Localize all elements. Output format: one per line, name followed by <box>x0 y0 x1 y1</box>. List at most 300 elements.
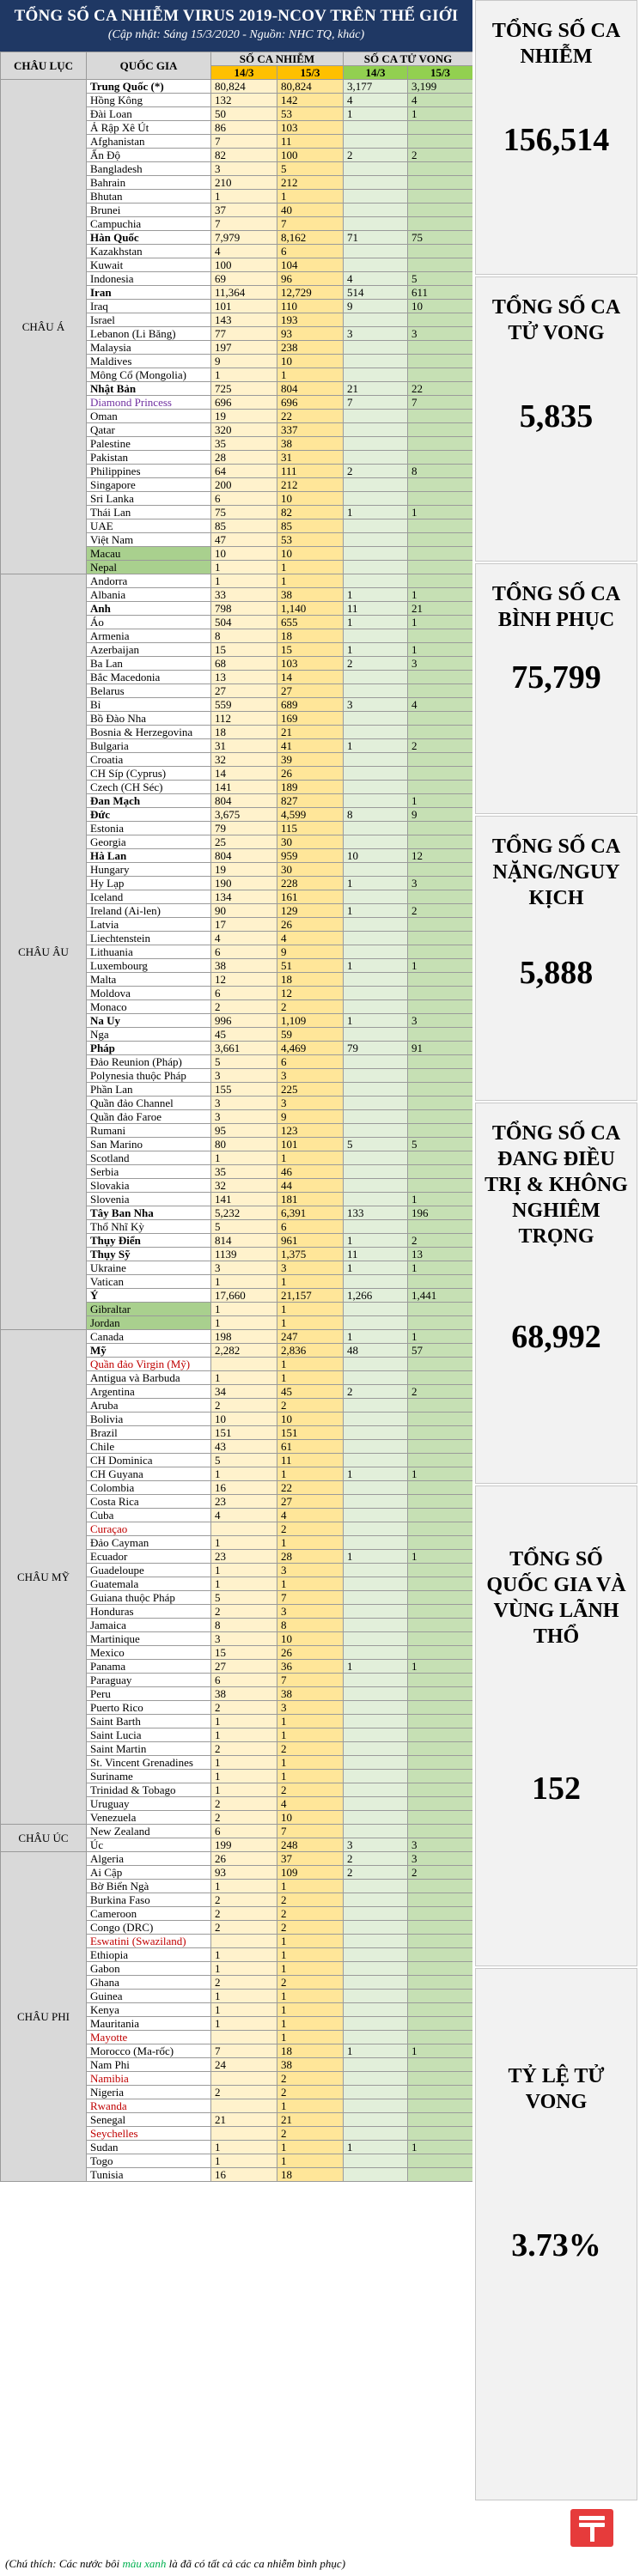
deaths-date-1 <box>344 973 408 987</box>
deaths-date-1 <box>344 1921 408 1935</box>
cases-date-2: 2 <box>277 2072 344 2086</box>
deaths-date-2 <box>408 2058 473 2072</box>
cases-date-2: 1 <box>277 1948 344 1962</box>
deaths-date-1 <box>344 2168 408 2182</box>
cases-date-1: 1 <box>211 1948 277 1962</box>
deaths-date-2 <box>408 574 473 588</box>
deaths-date-1 <box>344 1522 408 1536</box>
cases-date-1: 210 <box>211 176 277 190</box>
page-title: TỔNG SỐ CA NHIỄM VIRUS 2019-NCOV TRÊN THẾ GIỚI <box>14 7 459 25</box>
cases-date-1: 34 <box>211 1385 277 1399</box>
cases-date-2: 4,599 <box>277 808 344 822</box>
deaths-date-1 <box>344 1097 408 1110</box>
cases-date-1 <box>211 2099 277 2113</box>
cases-date-1: 1 <box>211 2017 277 2031</box>
country-name: Czech (CH Séc) <box>87 781 211 794</box>
cases-date-2: 12,729 <box>277 286 344 300</box>
country-name: Togo <box>87 2154 211 2168</box>
country-name: Úc <box>87 1838 211 1852</box>
stat-label: TỔNG SỐ CA NHIỄM <box>491 20 621 68</box>
cases-date-2: 3 <box>277 1261 344 1275</box>
country-name: Quần đảo Virgin (Mỹ) <box>87 1358 211 1371</box>
deaths-date-2: 3 <box>408 1852 473 1866</box>
country-name: Moldova <box>87 987 211 1000</box>
stat-card <box>475 276 637 562</box>
deaths-date-1 <box>344 671 408 684</box>
deaths-date-2 <box>408 1605 473 1619</box>
country-name: Jordan <box>87 1316 211 1330</box>
deaths-date-2 <box>408 258 473 272</box>
cases-date-1: 35 <box>211 437 277 451</box>
cases-date-2: 100 <box>277 149 344 162</box>
deaths-date-1 <box>344 1413 408 1426</box>
cases-date-1: 6 <box>211 492 277 506</box>
cases-date-2: 959 <box>277 849 344 863</box>
cases-date-2: 1 <box>277 1880 344 1893</box>
deaths-date-1 <box>344 1440 408 1454</box>
cases-date-2: 2 <box>277 1921 344 1935</box>
cases-date-2: 2 <box>277 1976 344 1990</box>
cases-date-2: 1 <box>277 2017 344 2031</box>
country-name: Bhutan <box>87 190 211 204</box>
deaths-date-1: 7 <box>344 396 408 410</box>
stat-label: TỔNG SỐ CA BÌNH PHỤC <box>491 583 621 631</box>
cases-date-1: 47 <box>211 533 277 547</box>
table-row <box>1 1852 473 1866</box>
deaths-date-1 <box>344 890 408 904</box>
cases-date-2: 4 <box>277 1509 344 1522</box>
deaths-date-1 <box>344 822 408 835</box>
country-name: Mayotte <box>87 2031 211 2044</box>
deaths-date-2 <box>408 2017 473 2031</box>
cases-date-1: 19 <box>211 863 277 877</box>
deaths-date-1: 1 <box>344 1261 408 1275</box>
continent-cell: CHÂU ÚC <box>1 1825 87 1852</box>
cases-date-1 <box>211 1358 277 1371</box>
cases-date-1: 1 <box>211 574 277 588</box>
deaths-date-2 <box>408 355 473 368</box>
deaths-date-1: 11 <box>344 1248 408 1261</box>
deaths-date-2 <box>408 1646 473 1660</box>
country-name: Morocco (Ma-rốc) <box>87 2044 211 2058</box>
cases-date-2: 14 <box>277 671 344 684</box>
deaths-date-1 <box>344 2154 408 2168</box>
deaths-date-2: 2 <box>408 149 473 162</box>
country-name: Việt Nam <box>87 533 211 547</box>
deaths-date-1 <box>344 1426 408 1440</box>
cases-date-2: 9 <box>277 945 344 959</box>
deaths-date-2 <box>408 1124 473 1138</box>
deaths-date-1 <box>344 355 408 368</box>
cases-date-1 <box>211 2031 277 2044</box>
cases-date-1: 86 <box>211 121 277 135</box>
deaths-date-2 <box>408 1536 473 1550</box>
cases-date-2: 129 <box>277 904 344 918</box>
deaths-date-2 <box>408 1110 473 1124</box>
cases-date-2: 2 <box>277 1399 344 1413</box>
cases-date-2: 21 <box>277 726 344 739</box>
country-name: Nam Phi <box>87 2058 211 2072</box>
cases-date-1: 17,660 <box>211 1289 277 1303</box>
cases-date-1: 7 <box>211 135 277 149</box>
country-name: Saint Barth <box>87 1715 211 1728</box>
deaths-date-1 <box>344 1687 408 1701</box>
deaths-date-1: 8 <box>344 808 408 822</box>
cases-date-1: 2 <box>211 1000 277 1014</box>
cases-date-1: 80 <box>211 1138 277 1151</box>
deaths-date-2: 57 <box>408 1344 473 1358</box>
deaths-date-2 <box>408 451 473 465</box>
deaths-date-1: 9 <box>344 300 408 313</box>
cases-date-1: 45 <box>211 1028 277 1042</box>
country-name: Gabon <box>87 1962 211 1976</box>
cases-date-1: 26 <box>211 1852 277 1866</box>
cases-date-1: 5 <box>211 1055 277 1069</box>
deaths-date-2 <box>408 2086 473 2099</box>
cases-date-2: 101 <box>277 1138 344 1151</box>
cases-date-2: 96 <box>277 272 344 286</box>
stat-card <box>475 0 637 275</box>
country-name: Sudan <box>87 2141 211 2154</box>
cases-date-1: 996 <box>211 1014 277 1028</box>
deaths-date-2 <box>408 1151 473 1165</box>
country-name: Ai Cập <box>87 1866 211 1880</box>
cases-date-1: 100 <box>211 258 277 272</box>
cases-date-1: 15 <box>211 643 277 657</box>
deaths-date-1 <box>344 629 408 643</box>
deaths-date-2 <box>408 835 473 849</box>
deaths-date-1 <box>344 1577 408 1591</box>
country-name: Burkina Faso <box>87 1893 211 1907</box>
cases-date-2: 5 <box>277 162 344 176</box>
country-name: Bangladesh <box>87 162 211 176</box>
header-deaths-date-1: 14/3 <box>344 66 408 80</box>
country-name: Vatican <box>87 1275 211 1289</box>
cases-date-2: 30 <box>277 835 344 849</box>
deaths-date-2 <box>408 1674 473 1687</box>
cases-date-2: 8 <box>277 1619 344 1632</box>
deaths-date-1 <box>344 561 408 574</box>
deaths-date-2 <box>408 753 473 767</box>
stat-label: TỔNG SỐ CA NẶNG/NGUY KỊCH <box>491 835 621 909</box>
deaths-date-2 <box>408 2127 473 2141</box>
deaths-date-2 <box>408 423 473 437</box>
deaths-date-1: 1 <box>344 107 408 121</box>
deaths-date-1 <box>344 574 408 588</box>
deaths-date-1 <box>344 533 408 547</box>
header-deaths: SỐ CA TỬ VONG <box>344 52 473 66</box>
deaths-date-1 <box>344 410 408 423</box>
country-name: Phần Lan <box>87 1083 211 1097</box>
cases-date-2: 161 <box>277 890 344 904</box>
cases-date-2: 1,109 <box>277 1014 344 1028</box>
deaths-date-1: 133 <box>344 1206 408 1220</box>
cases-date-1: 32 <box>211 1179 277 1193</box>
deaths-date-1 <box>344 1674 408 1687</box>
stat-label: TỔNG SỐ CA ĐANG ĐIỀU TRỊ & KHÔNG NGHIÊM TRỌNG <box>485 1122 628 1248</box>
deaths-date-1 <box>344 1825 408 1838</box>
cases-date-2: 27 <box>277 684 344 698</box>
cases-date-2: 248 <box>277 1838 344 1852</box>
country-name: Venezuela <box>87 1811 211 1825</box>
cases-date-1: 3 <box>211 1097 277 1110</box>
deaths-date-1 <box>344 1770 408 1783</box>
deaths-date-2: 3 <box>408 1014 473 1028</box>
deaths-date-1: 2 <box>344 1852 408 1866</box>
country-name: CH Dominica <box>87 1454 211 1467</box>
country-name: Ấn Độ <box>87 149 211 162</box>
country-name: Bahrain <box>87 176 211 190</box>
cases-date-2: 1 <box>277 1371 344 1385</box>
cases-date-1: 804 <box>211 794 277 808</box>
cases-date-2: 27 <box>277 1495 344 1509</box>
deaths-date-1 <box>344 684 408 698</box>
cases-date-1: 198 <box>211 1330 277 1344</box>
cases-date-2: 1,140 <box>277 602 344 616</box>
cases-date-2: 103 <box>277 657 344 671</box>
cases-date-2: 142 <box>277 94 344 107</box>
deaths-date-2: 1 <box>408 1660 473 1674</box>
cases-date-2: 18 <box>277 629 344 643</box>
country-name: Cuba <box>87 1509 211 1522</box>
deaths-date-2 <box>408 767 473 781</box>
country-name: Chile <box>87 1440 211 1454</box>
deaths-date-1: 5 <box>344 1138 408 1151</box>
cases-date-2: 1 <box>277 1935 344 1948</box>
cases-date-2: 6 <box>277 1220 344 1234</box>
cases-date-2: 123 <box>277 1124 344 1138</box>
deaths-date-2 <box>408 1701 473 1715</box>
deaths-date-2 <box>408 1055 473 1069</box>
deaths-date-2: 1 <box>408 588 473 602</box>
cases-date-2: 82 <box>277 506 344 519</box>
cases-date-1: 13 <box>211 671 277 684</box>
country-name: Brunei <box>87 204 211 217</box>
country-name: Macau <box>87 547 211 561</box>
deaths-date-1 <box>344 1000 408 1014</box>
country-name: Ethiopia <box>87 1948 211 1962</box>
deaths-date-1 <box>344 1165 408 1179</box>
deaths-date-2 <box>408 890 473 904</box>
deaths-date-1 <box>344 1454 408 1467</box>
deaths-date-1 <box>344 1193 408 1206</box>
deaths-date-1 <box>344 1536 408 1550</box>
country-name: Colombia <box>87 1481 211 1495</box>
cases-date-1: 1 <box>211 1962 277 1976</box>
cases-date-2: 3 <box>277 1564 344 1577</box>
cases-date-1: 320 <box>211 423 277 437</box>
cases-date-2: 40 <box>277 204 344 217</box>
cases-date-2: 30 <box>277 863 344 877</box>
country-name: Thổ Nhĩ Kỳ <box>87 1220 211 1234</box>
deaths-date-1 <box>344 423 408 437</box>
country-name: Nigeria <box>87 2086 211 2099</box>
cases-date-1: 1 <box>211 1770 277 1783</box>
country-name: Bờ Biển Ngà <box>87 1880 211 1893</box>
deaths-date-2: 2 <box>408 739 473 753</box>
cases-date-2: 181 <box>277 1193 344 1206</box>
deaths-date-2 <box>408 1179 473 1193</box>
cases-date-1: 9 <box>211 355 277 368</box>
cases-date-2: 689 <box>277 698 344 712</box>
cases-date-1: 1 <box>211 1151 277 1165</box>
cases-date-1: 2 <box>211 1399 277 1413</box>
cases-date-1: 37 <box>211 204 277 217</box>
country-name: Slovenia <box>87 1193 211 1206</box>
country-name: Quần đảo Faroe <box>87 1110 211 1124</box>
country-name: Seychelles <box>87 2127 211 2141</box>
country-name: Rumani <box>87 1124 211 1138</box>
cases-date-2: 9 <box>277 1110 344 1124</box>
country-name: Armenia <box>87 629 211 643</box>
cases-date-1: 85 <box>211 519 277 533</box>
country-name: Kuwait <box>87 258 211 272</box>
deaths-date-2 <box>408 245 473 258</box>
cases-date-2: 85 <box>277 519 344 533</box>
cases-date-2: 1 <box>277 190 344 204</box>
deaths-date-1 <box>344 121 408 135</box>
deaths-date-2: 2 <box>408 1866 473 1880</box>
cases-date-2: 337 <box>277 423 344 437</box>
cases-date-1: 2 <box>211 2086 277 2099</box>
cases-date-1: 82 <box>211 149 277 162</box>
deaths-date-1 <box>344 204 408 217</box>
deaths-date-2 <box>408 1564 473 1577</box>
cases-date-1: 504 <box>211 616 277 629</box>
country-name: New Zealand <box>87 1825 211 1838</box>
country-name: Oman <box>87 410 211 423</box>
header-cases-date-2: 15/3 <box>277 66 344 80</box>
stat-label: TỔNG SỐ QUỐC GIA VÀ VÙNG LÃNH THỔ <box>486 1548 626 1648</box>
cases-date-2: 655 <box>277 616 344 629</box>
cases-date-1 <box>211 1522 277 1536</box>
country-name: Mauritania <box>87 2017 211 2031</box>
stat-card <box>475 1485 637 1966</box>
deaths-date-2 <box>408 1893 473 1907</box>
country-name: Hy Lạp <box>87 877 211 890</box>
cases-date-2: 1 <box>277 1756 344 1770</box>
deaths-date-2: 4 <box>408 698 473 712</box>
stat-label: TỔNG SỐ CA TỬ VONG <box>491 296 621 344</box>
deaths-date-1 <box>344 1783 408 1797</box>
cases-date-1: 1 <box>211 561 277 574</box>
deaths-date-2: 1 <box>408 2044 473 2058</box>
country-name: Mông Cổ (Mongolia) <box>87 368 211 382</box>
cases-date-1: 5,232 <box>211 1206 277 1220</box>
cases-date-1: 2 <box>211 1701 277 1715</box>
deaths-date-1 <box>344 1495 408 1509</box>
country-name: Indonesia <box>87 272 211 286</box>
deaths-date-2 <box>408 437 473 451</box>
country-name: Costa Rica <box>87 1495 211 1509</box>
cases-date-1: 25 <box>211 835 277 849</box>
country-name: Puerto Rico <box>87 1701 211 1715</box>
deaths-date-2: 1 <box>408 2141 473 2154</box>
table-header-row <box>1 52 473 66</box>
cases-date-1: 112 <box>211 712 277 726</box>
deaths-date-2 <box>408 1371 473 1385</box>
deaths-date-1 <box>344 2072 408 2086</box>
cases-date-2: 247 <box>277 1330 344 1344</box>
deaths-date-1: 3 <box>344 327 408 341</box>
cases-date-2: 1 <box>277 1962 344 1976</box>
deaths-date-1 <box>344 1619 408 1632</box>
deaths-date-1 <box>344 1880 408 1893</box>
deaths-date-2 <box>408 1783 473 1797</box>
cases-date-2: 2 <box>277 1742 344 1756</box>
country-name: Lebanon (Li Băng) <box>87 327 211 341</box>
country-name: Đan Mạch <box>87 794 211 808</box>
deaths-date-2 <box>408 135 473 149</box>
cases-date-1: 5 <box>211 1591 277 1605</box>
deaths-date-2 <box>408 341 473 355</box>
deaths-date-2 <box>408 671 473 684</box>
deaths-date-2 <box>408 822 473 835</box>
country-name: Anh <box>87 602 211 616</box>
cases-date-1: 2 <box>211 1907 277 1921</box>
deaths-date-1 <box>344 1632 408 1646</box>
cases-date-1: 17 <box>211 918 277 932</box>
country-name: Kenya <box>87 2003 211 2017</box>
deaths-date-1 <box>344 135 408 149</box>
cases-date-1: 38 <box>211 959 277 973</box>
deaths-date-1 <box>344 258 408 272</box>
cases-date-1: 2 <box>211 1811 277 1825</box>
country-name: Tây Ban Nha <box>87 1206 211 1220</box>
deaths-date-1 <box>344 1055 408 1069</box>
deaths-date-1: 2 <box>344 465 408 478</box>
deaths-date-2 <box>408 313 473 327</box>
cases-date-1: 4 <box>211 245 277 258</box>
cases-date-1: 4 <box>211 932 277 945</box>
cases-date-2: 2 <box>277 1000 344 1014</box>
cases-date-1 <box>211 2072 277 2086</box>
cases-date-1: 27 <box>211 684 277 698</box>
cases-date-2: 1 <box>277 1151 344 1165</box>
cases-date-1: 199 <box>211 1838 277 1852</box>
deaths-date-1 <box>344 945 408 959</box>
country-name: Guiana thuộc Pháp <box>87 1591 211 1605</box>
deaths-date-1: 10 <box>344 849 408 863</box>
cases-date-1: 3 <box>211 162 277 176</box>
deaths-date-2 <box>408 1399 473 1413</box>
cases-date-2: 10 <box>277 492 344 506</box>
cases-date-1: 814 <box>211 1234 277 1248</box>
deaths-date-1 <box>344 2031 408 2044</box>
country-name: Malaysia <box>87 341 211 355</box>
stat-card <box>475 816 637 1101</box>
deaths-date-2: 1 <box>408 794 473 808</box>
cases-date-2: 7 <box>277 1591 344 1605</box>
country-name: Bắc Macedonia <box>87 671 211 684</box>
deaths-date-1 <box>344 863 408 877</box>
cases-date-2: 193 <box>277 313 344 327</box>
cases-date-1: 134 <box>211 890 277 904</box>
deaths-date-2 <box>408 1742 473 1756</box>
cases-date-2: 1 <box>277 1316 344 1330</box>
country-name: Canada <box>87 1330 211 1344</box>
deaths-date-2: 1,441 <box>408 1289 473 1303</box>
cases-date-1: 19 <box>211 410 277 423</box>
cases-date-2: 18 <box>277 2168 344 2182</box>
deaths-date-1: 514 <box>344 286 408 300</box>
cases-date-1: 2 <box>211 1921 277 1935</box>
deaths-date-1 <box>344 478 408 492</box>
country-name: Ba Lan <box>87 657 211 671</box>
deaths-date-2 <box>408 712 473 726</box>
deaths-date-2: 196 <box>408 1206 473 1220</box>
cases-date-2: 1 <box>277 2003 344 2017</box>
